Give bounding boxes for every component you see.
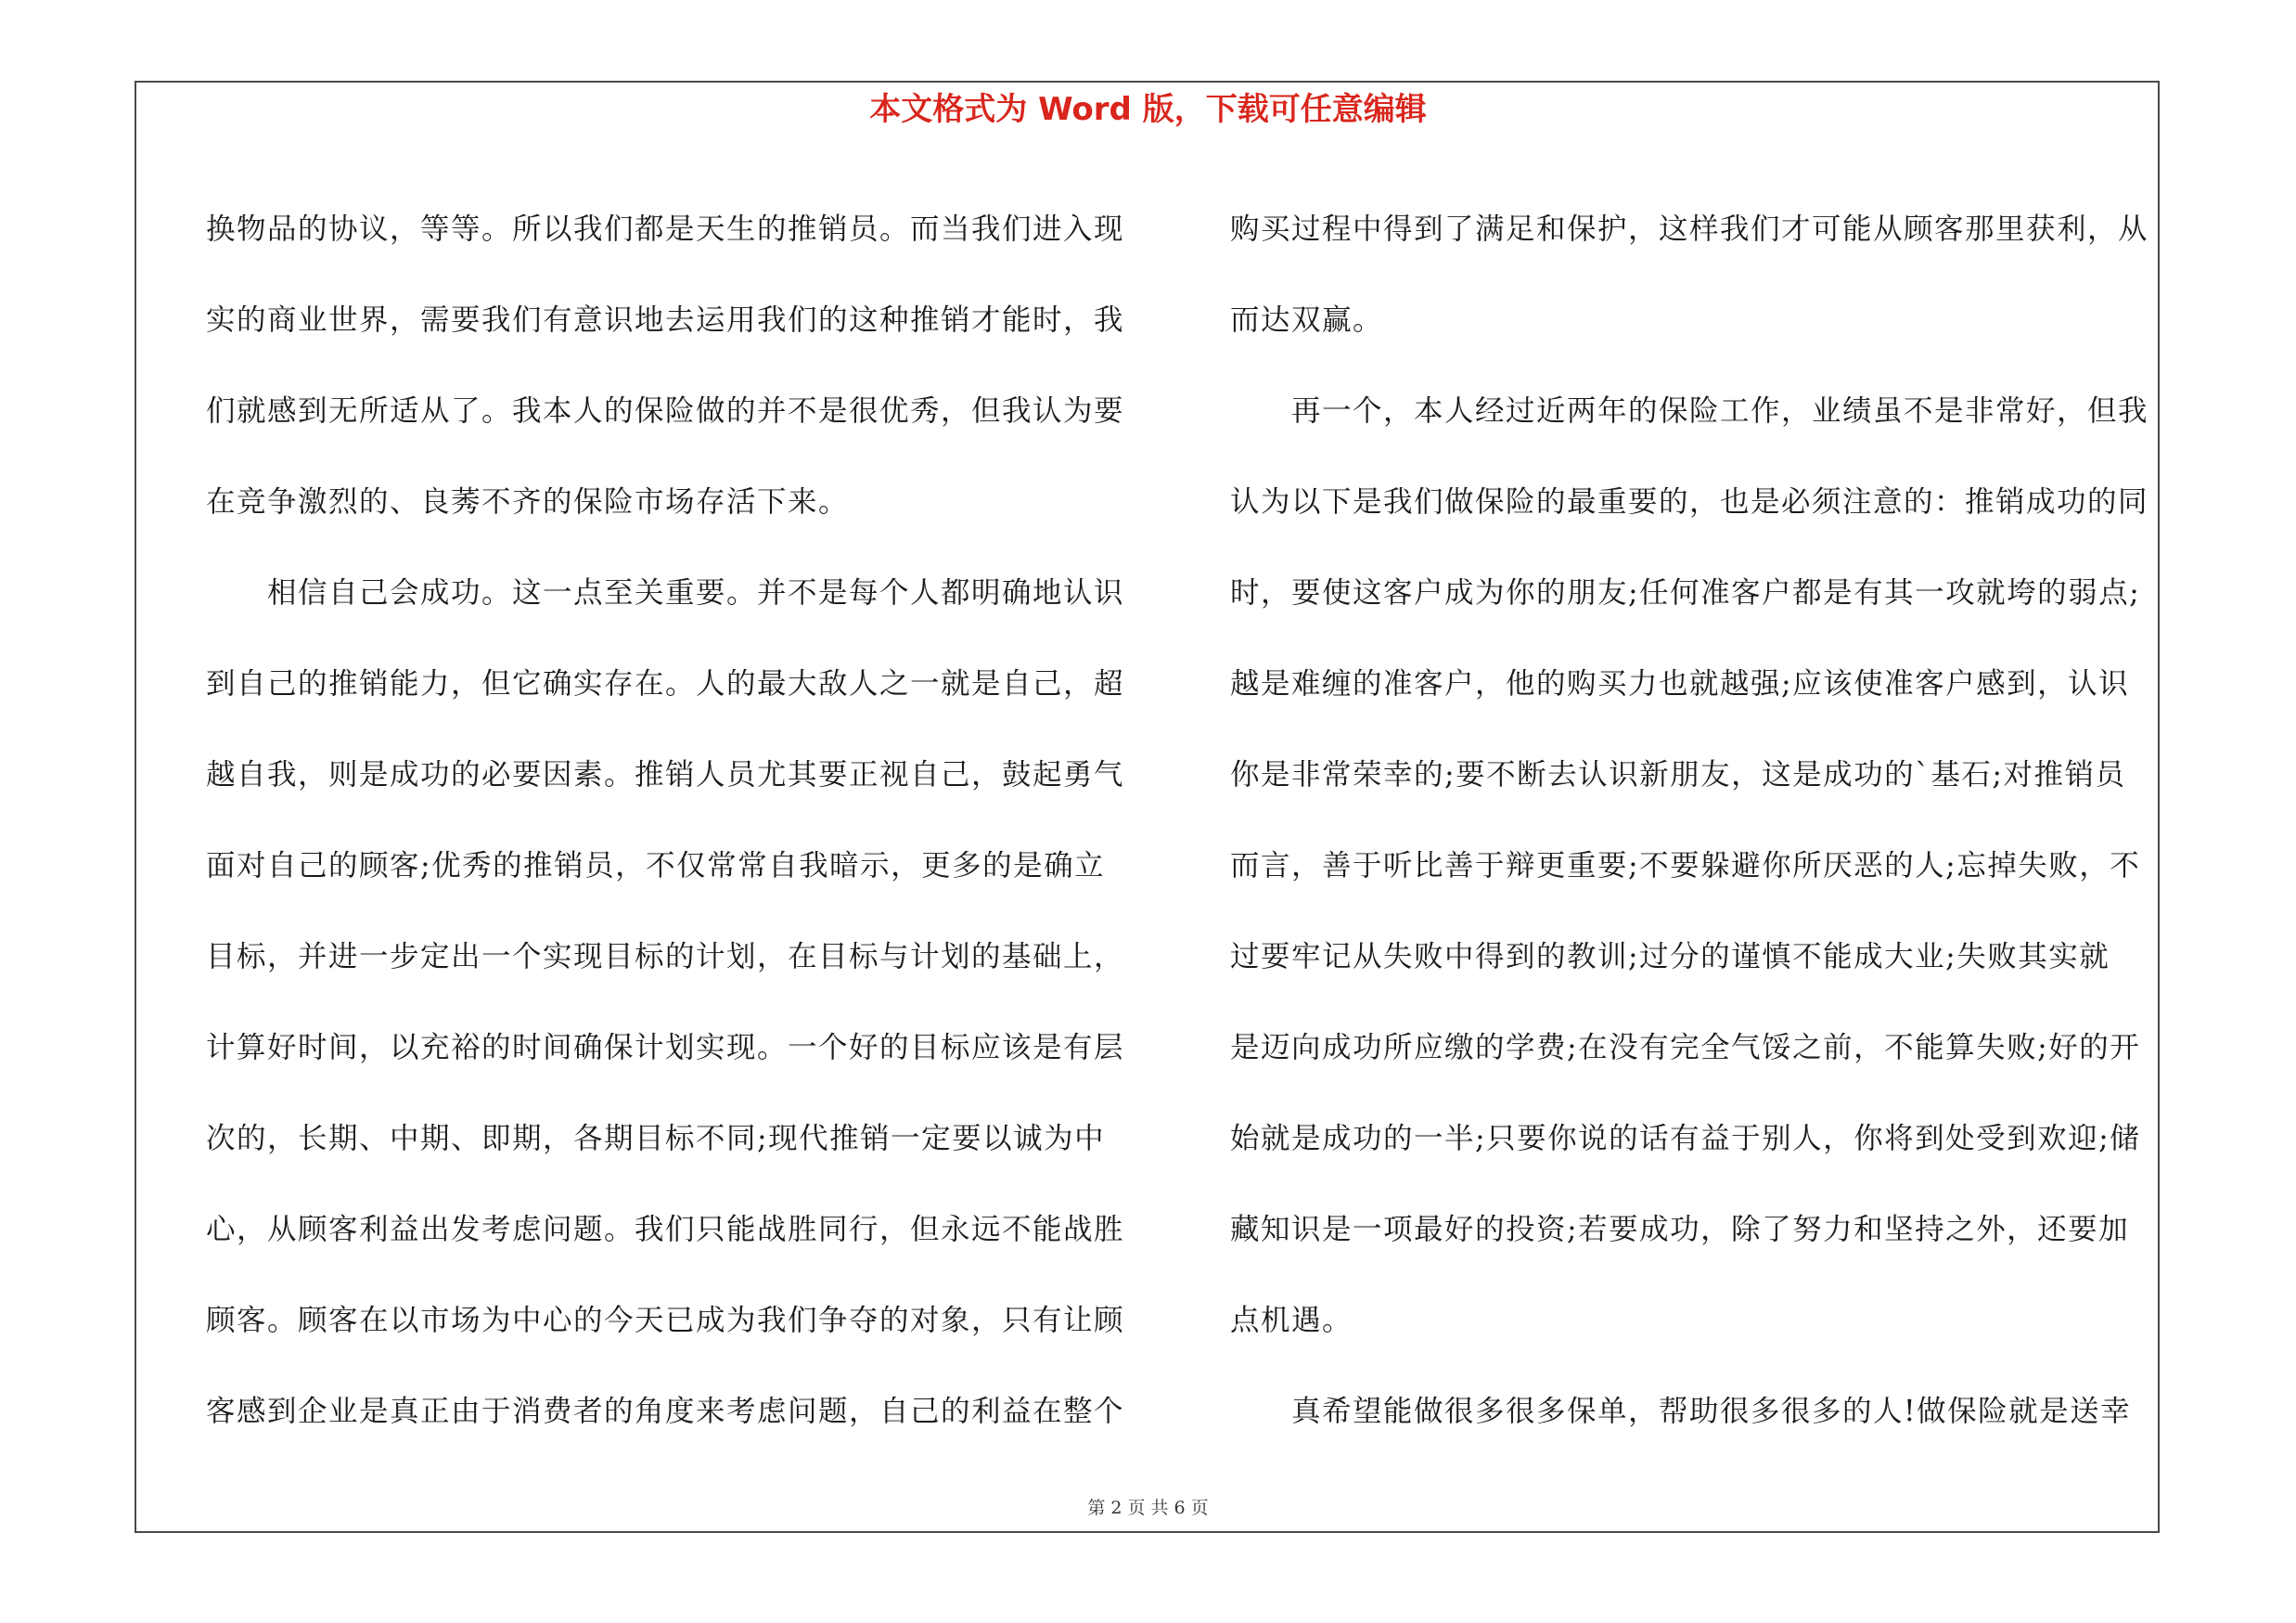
text-line: 你是非常荣幸的;要不断去认识新朋友，这是成功的`基石;对推销员 — [1230, 758, 2126, 792]
text-line: 点机遇。 — [1230, 1304, 1353, 1337]
text-line: 到自己的推销能力，但它确实存在。人的最大敌人之一就是自己，超 — [206, 667, 1125, 701]
text-line: 在竞争激烈的、良莠不齐的保险市场存活下来。 — [206, 485, 850, 519]
text-line: 而达双赢。 — [1230, 303, 1384, 337]
text-line: 相信自己会成功。这一点至关重要。并不是每个人都明确地认识 — [206, 576, 1125, 610]
text-line: 时，要使这客户成为你的朋友;任何准客户都是有其一攻就垮的弱点; — [1230, 576, 2141, 610]
text-line: 计算好时间，以充裕的时间确保计划实现。一个好的目标应该是有层 — [206, 1031, 1125, 1064]
text-line: 们就感到无所适从了。我本人的保险做的并不是很优秀，但我认为要 — [206, 394, 1125, 428]
text-line: 顾客。顾客在以市场为中心的今天已成为我们争夺的对象，只有让顾 — [206, 1304, 1125, 1337]
text-line: 次的，长期、中期、即期，各期目标不同;现代推销一定要以诚为中 — [206, 1122, 1106, 1155]
right-column — [1230, 184, 2167, 1457]
text-line: 购买过程中得到了满足和保护，这样我们才可能从顾客那里获利，从 — [1230, 213, 2149, 246]
text-line: 面对自己的顾客;优秀的推销员，不仅常常自我暗示，更多的是确立 — [206, 849, 1106, 882]
text-line: 越自我，则是成功的必要因素。推销人员尤其要正视自己，鼓起勇气 — [206, 758, 1125, 792]
text-line: 心，从顾客利益出发考虑问题。我们只能战胜同行，但永远不能战胜 — [206, 1213, 1125, 1246]
text-line: 是迈向成功所应缴的学费;在没有完全气馁之前，不能算失败;好的开 — [1230, 1031, 2141, 1064]
text-line: 客感到企业是真正由于消费者的角度来考虑问题，自己的利益在整个 — [206, 1395, 1125, 1428]
text-line: 真希望能做很多很多保单，帮助很多很多的人!做保险就是送幸 — [1230, 1395, 2132, 1428]
text-line: 过要牢记从失败中得到的教训;过分的谨慎不能成大业;失败其实就 — [1230, 940, 2110, 973]
text-line: 再一个，本人经过近两年的保险工作，业绩虽不是非常好，但我 — [1230, 394, 2149, 428]
text-line: 实的商业世界，需要我们有意识地去运用我们的这种推销才能时，我 — [206, 303, 1125, 337]
text-line: 而言，善于听比善于辩更重要;不要躲避你所厌恶的人;忘掉失败，不 — [1230, 849, 2141, 882]
text-line: 始就是成功的一半;只要你说的话有益于别人，你将到处受到欢迎;储 — [1230, 1122, 2141, 1155]
text-line: 认为以下是我们做保险的最重要的，也是必须注意的：推销成功的同 — [1230, 485, 2149, 519]
page-number: 第 2 页 共 6 页 — [1087, 1498, 1209, 1518]
header-notice: 本文格式为 Word 版，下载可任意编辑 — [869, 91, 1427, 128]
text-line: 藏知识是一项最好的投资;若要成功，除了努力和坚持之外，还要加 — [1230, 1213, 2130, 1246]
text-line: 越是难缠的准客户，他的购买力也就越强;应该使准客户感到，认识 — [1230, 667, 2130, 701]
left-column — [206, 184, 1143, 1457]
text-line: 目标，并进一步定出一个实现目标的计划，在目标与计划的基础上， — [206, 940, 1125, 973]
text-line: 换物品的协议，等等。所以我们都是天生的推销员。而当我们进入现 — [206, 213, 1125, 246]
